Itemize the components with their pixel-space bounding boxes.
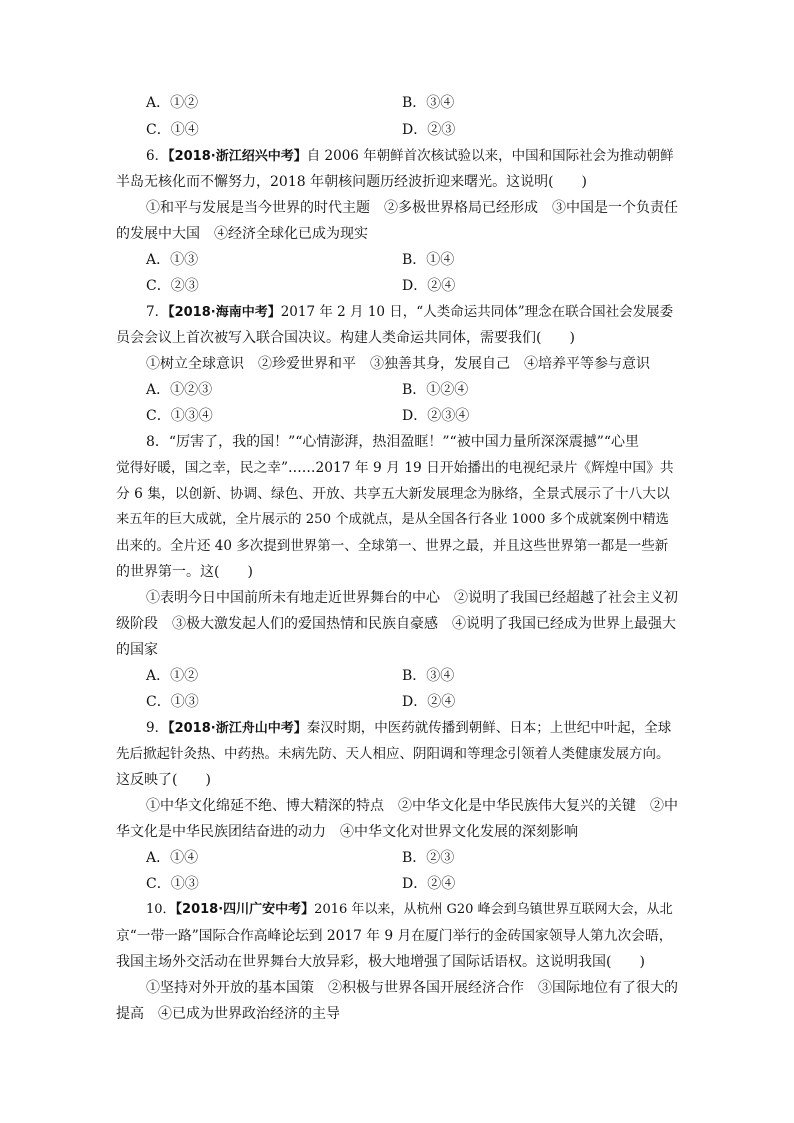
q6-option-c[interactable]: C．②③ bbox=[146, 278, 199, 294]
q5-option-d[interactable]: D．②③ bbox=[402, 122, 456, 138]
q9-items-line-2: 华文化是中华民族团结奋进的动力 ④中华文化对世界文化发展的深刻影响 bbox=[116, 824, 578, 840]
q7-option-c[interactable]: C．①③④ bbox=[146, 408, 213, 424]
q8-option-d[interactable]: D．②④ bbox=[402, 694, 456, 710]
q10-stem-text-1: 2016 年以来，从杭州 G20 峰会到乌镇世界互联网大会，从北 bbox=[314, 902, 673, 917]
q6-option-d[interactable]: D．②④ bbox=[402, 278, 456, 294]
q5-option-a[interactable]: A．①② bbox=[146, 95, 199, 111]
q9-stem-text-1: 秦汉时期，中医药就传播到朝鲜、日本；上世纪中叶起，全球 bbox=[306, 720, 672, 736]
q8-items-line-3: 的国家 bbox=[116, 642, 158, 658]
q8-stem-line-1 bbox=[146, 432, 676, 452]
q6-stem-text-1: 自 2006 年朝鲜首次核试验以来，中国和国际社会为推动朝鲜 bbox=[306, 148, 674, 164]
q9-items-line-1: ①中华文化绵延不绝、博大精深的特点 ②中华文化是中华民族伟大复兴的关键 ②中 bbox=[146, 798, 678, 814]
q7-items-line-1: ①树立全球意识 ②珍爱世界和平 ③独善其身，发展自己 ④培养平等参与意识 bbox=[146, 356, 650, 372]
q7-stem-text-1: 2017 年 2 月 10 日，“人类命运共同体”理念在联合国社会发展委 bbox=[280, 304, 674, 320]
q8-option-c[interactable]: C．①③ bbox=[146, 694, 199, 710]
q10-source: 【2018·四川广安中考】 bbox=[175, 902, 315, 917]
q7-options-row-1 bbox=[146, 380, 566, 400]
q6-stem-line-1 bbox=[146, 146, 676, 167]
q6-option-b[interactable]: B．①④ bbox=[402, 252, 455, 268]
q7-option-a[interactable]: A．①②③ bbox=[146, 382, 213, 398]
q8-stem-text-1: “厉害了，我的国！”“心情澎湃，热泪盈眶！”“被中国力量所深深震撼”“心里 bbox=[168, 434, 640, 450]
q8-items-line-1: ①表明今日中国前所未有地走近世界舞台的中心 ②说明了我国已经超越了社会主义初 bbox=[146, 590, 678, 606]
q9-option-c[interactable]: C．①③ bbox=[146, 876, 199, 892]
q5-options-row-2 bbox=[146, 120, 566, 140]
q7-options-row-2 bbox=[146, 406, 566, 426]
q6-number: 6． bbox=[146, 148, 169, 164]
q8-stem-line-3: 分 6 集，以创新、协调、绿色、开放、共享五大新发展理念为脉络，全景式展示了十八大以 bbox=[116, 486, 670, 502]
q5-options-row-1 bbox=[146, 93, 566, 113]
q6-options-row-1 bbox=[146, 250, 566, 270]
q9-stem-line-2: 先后掀起针灸热、中药热。未病先防、天人相应、阴阳调和等理念引领着人类健康发展方向。 bbox=[116, 746, 670, 762]
q8-stem-line-2: 觉得好暖，国之幸，民之幸”……2017 年 9 月 19 日开始播出的电视纪录片《辉煌中国》共 bbox=[116, 460, 674, 476]
q8-option-b[interactable]: B．③④ bbox=[402, 668, 455, 684]
q9-source: 【2018·浙江舟山中考】 bbox=[168, 721, 307, 736]
q8-option-a[interactable]: A．①② bbox=[146, 668, 199, 684]
q5-option-c[interactable]: C．①④ bbox=[146, 122, 199, 138]
q7-source: 【2018·海南中考】 bbox=[168, 305, 281, 320]
q7-stem-line-2: 员会会议上首次被写入联合国决议。构建人类命运共同体，需要我们( ) bbox=[116, 330, 575, 346]
q9-option-a[interactable]: A．①④ bbox=[146, 850, 199, 866]
q8-options-row-2 bbox=[146, 692, 566, 712]
q6-items-line-2: 的发展中大国 ④经济全球化已成为现实 bbox=[116, 226, 368, 242]
q6-options-row-2 bbox=[146, 276, 566, 296]
q10-stem-line-2: 京“一带一路”国际合作高峰论坛到 2017 年 9 月在厦门举行的金砖国家领导人第九次会晤， bbox=[116, 928, 673, 944]
q8-items-line-2: 级阶段 ③极大激发起人们的爱国热情和民族自豪感 ④说明了我国已经成为世界上最强大 bbox=[116, 616, 676, 632]
q8-stem-line-6: 的世界第一。这( ) bbox=[116, 564, 253, 580]
q8-stem-line-5: 出来的。全片还 40 多次提到世界第一、全球第一、世界之最，并且这些世界第一都是一些新 bbox=[116, 538, 669, 554]
q9-stem-line-3: 这反映了( ) bbox=[116, 772, 211, 788]
q7-stem-line-1 bbox=[146, 302, 676, 323]
q9-options-row-1 bbox=[146, 848, 566, 868]
q7-option-b[interactable]: B．①②④ bbox=[402, 382, 469, 398]
q10-stem-line-3: 我国主场外交活动在世界舞台大放异彩，极大地增强了国际话语权。这说明我国( ) bbox=[116, 954, 645, 970]
q10-items-line-2: 提高 ④已成为世界政治经济的主导 bbox=[116, 1006, 340, 1022]
q9-option-b[interactable]: B．②③ bbox=[402, 850, 455, 866]
q10-number: 10． bbox=[146, 902, 176, 917]
q6-source: 【2018·浙江绍兴中考】 bbox=[168, 149, 307, 164]
q10-items-line-1: ①坚持对外开放的基本国策 ②积极与世界各国开展经济合作 ③国际地位有了很大的 bbox=[146, 980, 678, 996]
q7-number: 7． bbox=[146, 304, 169, 320]
q9-options-row-2 bbox=[146, 874, 566, 894]
q5-option-b[interactable]: B．③④ bbox=[402, 95, 455, 111]
q6-option-a[interactable]: A．①③ bbox=[146, 252, 199, 268]
q8-options-row-1 bbox=[146, 666, 566, 686]
q9-stem-line-1 bbox=[146, 718, 676, 739]
q10-stem-line-1 bbox=[146, 900, 676, 920]
q6-stem-line-2: 半岛无核化而不懈努力，2018 年朝核问题历经波折迎来曙光。这说明( ) bbox=[116, 174, 588, 190]
q8-number: 8． bbox=[146, 434, 169, 450]
q6-items-line-1: ①和平与发展是当今世界的时代主题 ②多极世界格局已经形成 ③中国是一个负责任 bbox=[146, 200, 678, 216]
q7-option-d[interactable]: D．②③④ bbox=[402, 408, 470, 424]
q9-number: 9． bbox=[146, 720, 169, 736]
q8-stem-line-4: 来五年的巨大成就，全片展示的 250 个成就点，是从全国各行各业 1000 多个成就案例中精选 bbox=[116, 512, 669, 527]
q9-option-d[interactable]: D．②④ bbox=[402, 876, 456, 892]
